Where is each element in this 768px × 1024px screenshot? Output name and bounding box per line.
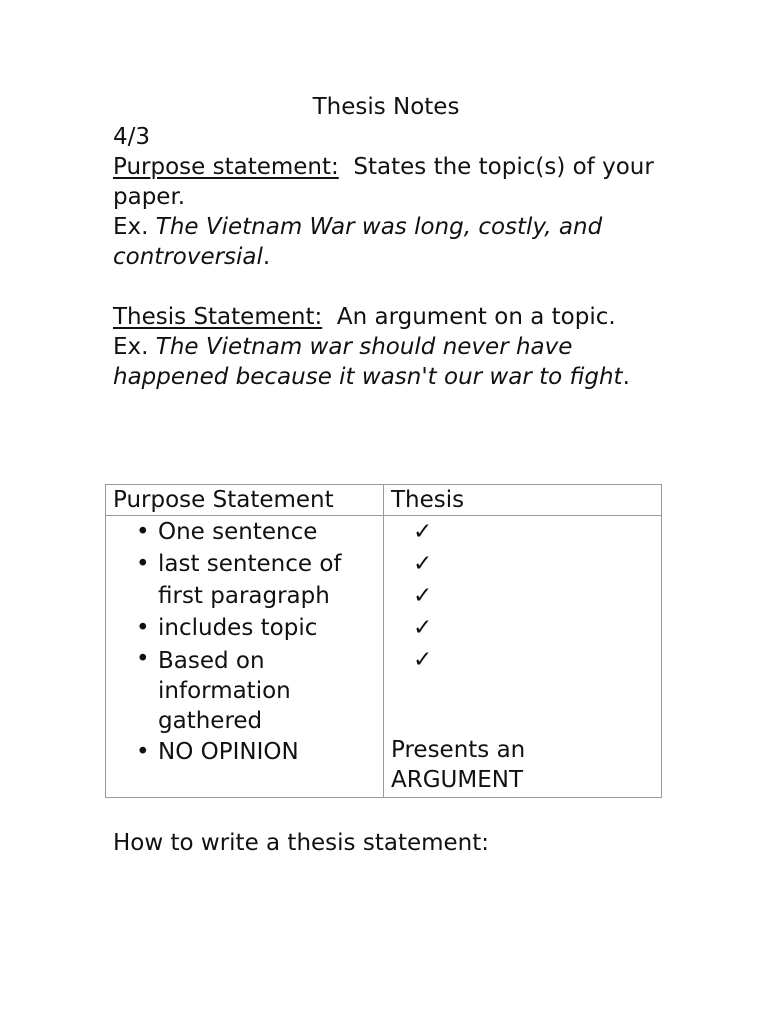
date-line: 4/3 bbox=[113, 124, 151, 150]
thesis-points-cell bbox=[384, 516, 662, 798]
table-row bbox=[106, 516, 662, 798]
header-purpose-statement: Purpose Statement bbox=[106, 485, 384, 516]
table-header-row bbox=[106, 485, 662, 516]
thesis-example-text: The Vietnam war should never have happened because it wasn't our war to fight bbox=[113, 334, 623, 390]
purpose-example-prefix: Ex. bbox=[113, 214, 156, 240]
thesis-term: Thesis Statement: bbox=[113, 304, 323, 330]
purpose-example bbox=[113, 212, 663, 272]
header-thesis: Thesis bbox=[384, 485, 662, 516]
thesis-example bbox=[113, 332, 663, 392]
thesis-argument-note: Presents an ARGUMENT bbox=[391, 737, 526, 793]
list-item: • includes topic bbox=[113, 612, 376, 644]
checkmark-icon: ✓ bbox=[413, 615, 433, 641]
purpose-points-list bbox=[113, 516, 376, 768]
purpose-points-cell bbox=[106, 516, 384, 798]
list-item: • NO OPINION bbox=[113, 736, 376, 768]
thesis-example-end: . bbox=[622, 364, 630, 390]
checkmark-icon: ✓ bbox=[413, 519, 433, 545]
purpose-example-end: . bbox=[262, 244, 271, 270]
checkmark-icon: ✓ bbox=[413, 647, 433, 673]
purpose-example-text: The Vietnam War was long, costly, and controversial bbox=[113, 214, 603, 270]
thesis-check-list bbox=[391, 516, 654, 676]
page-title: Thesis Notes bbox=[312, 94, 460, 120]
purpose-definition-text: States the topic(s) of your paper. bbox=[113, 154, 662, 210]
thesis-definition bbox=[113, 302, 663, 332]
list-item: • One sentence bbox=[113, 516, 376, 548]
thesis-definition-text: An argument on a topic. bbox=[322, 304, 616, 330]
purpose-term: Purpose statement: bbox=[113, 154, 339, 180]
list-item: • Based on information gathered bbox=[113, 644, 376, 736]
purpose-definition bbox=[113, 152, 663, 212]
checkmark-icon: ✓ bbox=[413, 551, 433, 577]
section-heading: How to write a thesis statement: bbox=[113, 830, 490, 856]
checkmark-icon: ✓ bbox=[413, 583, 433, 609]
thesis-example-prefix: Ex. bbox=[113, 334, 156, 360]
comparison-table bbox=[105, 484, 662, 798]
notes-body bbox=[113, 92, 663, 392]
list-item: • last sentence of first paragraph bbox=[113, 548, 376, 612]
